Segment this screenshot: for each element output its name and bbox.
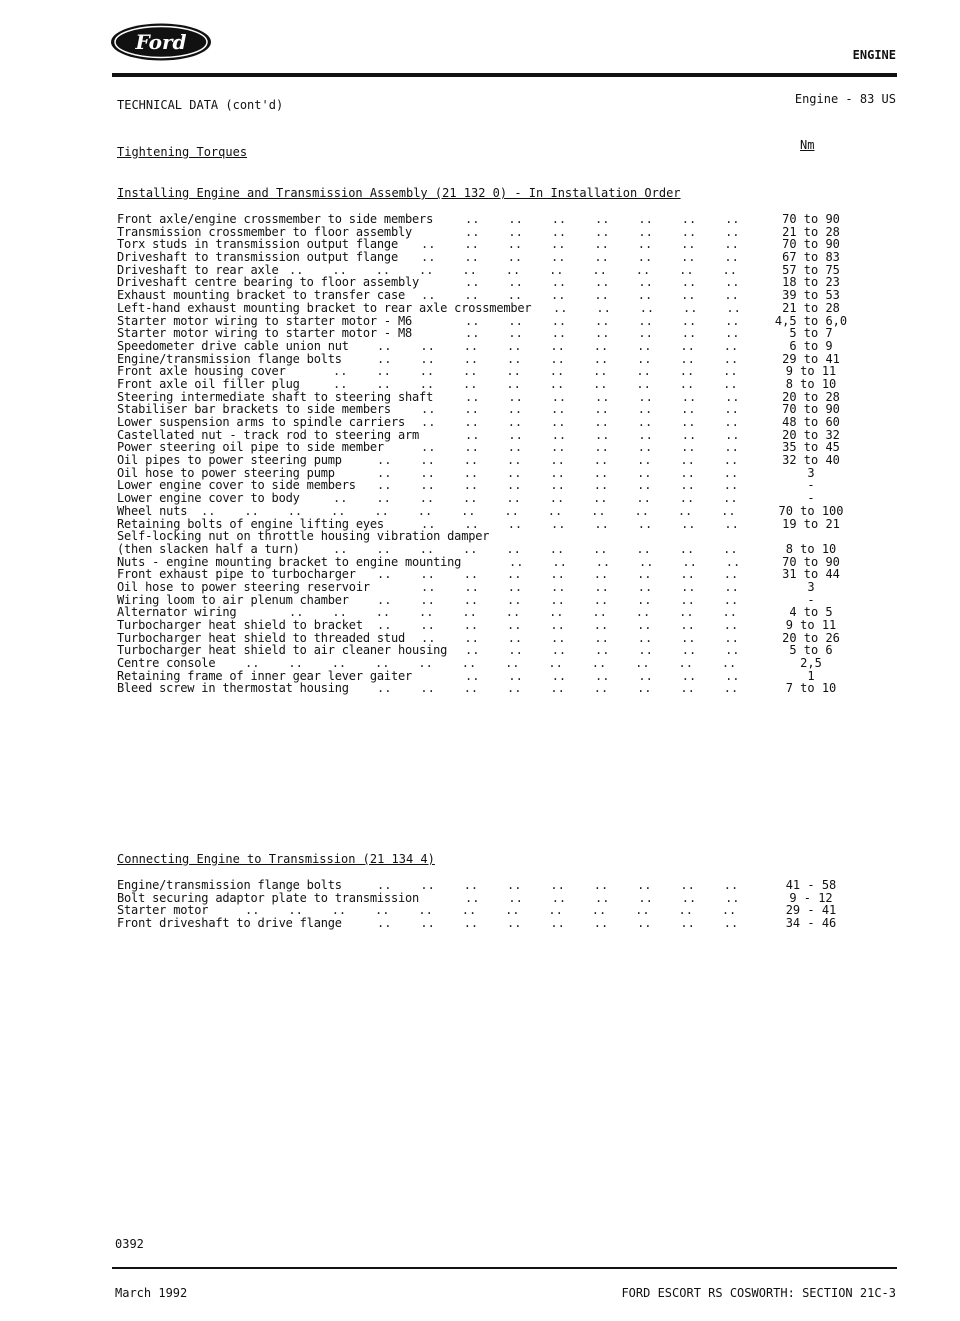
torque-row-label: Steering intermediate shaft to steering shaft: [117, 389, 434, 404]
torque-row: [117, 567, 857, 580]
tightening-torques-title: Tightening Torques: [117, 145, 248, 159]
footer-rule: [112, 1267, 897, 1269]
leader-dots: .. .. .. .. .. .. .. .. ..: [377, 338, 739, 353]
torque-row-label: Driveshaft to transmission output flange: [117, 250, 398, 265]
leader-dots: .. .. .. .. .. .. ..: [465, 427, 740, 442]
torque-row: [117, 453, 857, 466]
leader-dots: .. .. .. .. .. .. ..: [465, 212, 740, 226]
torque-row-label: Driveshaft to rear axle: [117, 262, 279, 277]
leader-dots: .. .. .. .. .. .. .. .. ..: [377, 465, 739, 480]
torque-row-value: 31 to 44: [782, 567, 840, 582]
torque-row-value: 2,5: [800, 656, 822, 671]
torque-row: [117, 593, 857, 606]
units-label: Nm: [800, 138, 815, 152]
torque-row: [117, 440, 857, 453]
torque-row: [117, 326, 857, 339]
torque-row-label: Speedometer drive cable union nut: [117, 338, 349, 353]
leader-dots: .. .. .. .. .. .. .. .. .. ..: [333, 376, 738, 391]
torque-row-value: 6 to 9: [789, 338, 833, 353]
header-rule: [112, 73, 897, 77]
logo-text: Ford: [135, 30, 187, 54]
torque-row: [117, 212, 857, 225]
torque-row-value: 20 to 32: [782, 427, 840, 442]
leader-dots: .. .. .. .. .. .. .. ..: [421, 237, 739, 252]
torque-row-value: -: [807, 478, 815, 493]
torque-row-label: Wiring loom to air plenum chamber: [117, 592, 349, 607]
torque-row-label: Lower engine cover to side members: [117, 478, 356, 493]
torque-row-label: Centre console: [117, 656, 216, 671]
torque-row: [117, 681, 857, 694]
torque-row: [117, 916, 857, 929]
leader-dots: .. .. .. .. .. .. .. .. ..: [377, 592, 739, 607]
torque-row: [117, 250, 857, 263]
torque-row-value: 32 to 40: [782, 453, 840, 468]
leader-dots: .. .. .. .. .. .. ..: [465, 668, 740, 683]
leader-dots: .. .. .. .. .. .. .. .. .. .. .. ..: [245, 656, 737, 671]
torque-row: [117, 517, 857, 530]
torque-row-label: Torx studs in transmission output flange: [117, 237, 398, 252]
torque-row-label: Starter motor wiring to starter motor - M6: [117, 313, 413, 328]
torque-row: [117, 618, 857, 631]
section2-heading: Connecting Engine to Transmission (21 134 4): [117, 852, 435, 866]
torque-row-value: 4,5 to 6,0: [774, 313, 848, 328]
torque-row: [117, 656, 857, 669]
leader-dots: .. .. .. .. .. .. ..: [465, 326, 740, 341]
torque-row-value: 19 to 21: [782, 516, 840, 531]
torque-row-value: 35 to 45: [782, 440, 840, 455]
torque-row-label: Driveshaft centre bearing to floor assembly: [117, 275, 420, 290]
publication-date: March 1992: [115, 1286, 188, 1300]
torque-row-value: 41 - 58: [785, 878, 837, 892]
torque-row-value: 8 to 10: [785, 376, 837, 391]
torque-row-label: Turbocharger heat shield to air cleaner housing: [117, 643, 448, 658]
torque-row-value: 9 to 11: [785, 364, 837, 379]
torque-row: [117, 225, 857, 238]
engine-spec-label: Engine - 83 US: [794, 92, 896, 106]
torque-row: [117, 301, 857, 314]
section2-torque-list: [117, 878, 857, 929]
torque-row-label: Retaining bolts of engine lifting eyes: [117, 516, 384, 531]
torque-row: [117, 903, 857, 916]
leader-dots: .. .. .. .. .. .. .. .. ..: [377, 916, 739, 931]
torque-row: [117, 542, 857, 555]
leader-dots: .. .. .. .. .. .. .. ..: [421, 288, 739, 303]
torque-row: [117, 288, 857, 301]
torque-row: [117, 377, 857, 390]
leader-dots: .. .. .. .. ..: [553, 300, 741, 315]
leader-dots: .. .. .. .. .. .. ..: [465, 643, 740, 658]
torque-row: [117, 415, 857, 428]
torque-row-label: Oil hose to power steering reservoir: [117, 579, 370, 594]
torque-row-value: 5 to 6: [789, 643, 833, 658]
ford-logo-icon: [110, 22, 212, 62]
leader-dots: .. .. .. .. .. ..: [509, 554, 741, 569]
torque-row-value: 70 to 90: [782, 402, 840, 417]
torque-row: [117, 529, 857, 542]
torque-row-value: 39 to 53: [782, 288, 840, 303]
leader-dots: .. .. .. .. .. .. .. .. .. ..: [333, 541, 738, 556]
leader-dots: .. .. .. .. .. .. .. .. ..: [377, 351, 739, 366]
torque-row-value: 29 to 41: [782, 351, 840, 366]
torque-row-label: Exhaust mounting bracket to transfer case: [117, 288, 406, 303]
leader-dots: .. .. .. .. .. .. .. ..: [421, 415, 739, 429]
leader-dots: .. .. .. .. .. .. ..: [465, 275, 740, 290]
torque-row-label: Front axle/engine crossmember to side members: [117, 212, 434, 226]
torque-row-label: Stabiliser bar brackets to side members: [117, 402, 391, 417]
leader-dots: .. .. .. .. .. .. .. ..: [421, 579, 739, 594]
torque-row-label: Wheel nuts: [117, 503, 188, 518]
torque-row-label: Power steering oil pipe to side member: [117, 440, 384, 455]
torque-row-value: -: [807, 592, 815, 607]
torque-row-value: 9 to 11: [785, 618, 837, 632]
torque-row: [117, 263, 857, 276]
torque-row-value: -: [807, 491, 815, 506]
torque-row-label: Oil hose to power steering pump: [117, 465, 335, 480]
torque-row-label: Front driveshaft to drive flange: [117, 916, 342, 931]
leader-dots: .. .. .. .. .. .. .. ..: [421, 516, 739, 531]
torque-row-label: Left-hand exhaust mounting bracket to rear axle crossmember: [117, 300, 532, 315]
torque-row-label: Nuts - engine mounting bracket to engine mounting: [117, 554, 462, 569]
torque-row-value: 70 to 100: [778, 503, 844, 518]
torque-row: [117, 555, 857, 568]
torque-row: [117, 402, 857, 415]
torque-row-label: Front axle housing cover: [117, 364, 286, 379]
torque-row-label: Front exhaust pipe to turbocharger: [117, 567, 356, 582]
torque-row: [117, 643, 857, 656]
torque-row-value: 5 to 7: [789, 326, 833, 341]
torque-row-value: 3: [807, 579, 815, 594]
section1-heading: Installing Engine and Transmission Assembly (21 132 0) - In Installation Order: [117, 186, 681, 200]
torque-row-value: 20 to 26: [782, 630, 840, 645]
leader-dots: .. .. .. .. .. .. ..: [465, 313, 740, 328]
torque-row: [117, 428, 857, 441]
leader-dots: .. .. .. .. .. .. ..: [465, 224, 740, 239]
torque-row-value: 4 to 5: [789, 605, 833, 620]
leader-dots: .. .. .. .. .. .. ..: [465, 389, 740, 404]
leader-dots: .. .. .. .. .. .. .. .. .. .. ..: [289, 605, 737, 620]
torque-row-label: Bolt securing adaptor plate to transmission: [117, 890, 420, 905]
leader-dots: .. .. .. .. .. .. .. .. .. .. ..: [289, 262, 737, 277]
torque-row: [117, 878, 857, 891]
torque-row: [117, 237, 857, 250]
torque-row: [117, 631, 857, 644]
leader-dots: .. .. .. .. .. .. .. ..: [421, 440, 739, 455]
torque-row: [117, 580, 857, 593]
torque-row-value: 70 to 90: [782, 554, 840, 569]
torque-row-value: 21 to 28: [782, 300, 840, 315]
torque-row-label: Transmission crossmember to floor assembly: [117, 224, 413, 239]
torque-row-label: Front axle oil filler plug: [117, 376, 300, 391]
torque-row-value: 70 to 90: [782, 237, 840, 252]
leader-dots: .. .. .. .. .. .. .. .. ..: [377, 453, 739, 468]
torque-row-value: 70 to 90: [782, 212, 840, 226]
leader-dots: .. .. .. .. .. .. .. ..: [421, 402, 739, 417]
torque-row-label: Retaining frame of inner gear lever gaiter: [117, 668, 413, 683]
torque-row-label: Turbocharger heat shield to threaded stud: [117, 630, 406, 645]
torque-row-label: Bleed screw in thermostat housing: [117, 681, 349, 696]
leader-dots: .. .. .. .. .. .. .. ..: [421, 630, 739, 645]
leader-dots: .. .. .. .. .. .. .. .. .. .. .. ..: [245, 903, 737, 918]
leader-dots: .. .. .. .. .. .. .. .. ..: [377, 878, 739, 892]
page-code: 0392: [115, 1237, 144, 1251]
leader-dots: .. .. .. .. .. .. .. .. ..: [377, 681, 739, 696]
torque-row: [117, 364, 857, 377]
technical-data-heading: TECHNICAL DATA (cont'd): [117, 98, 284, 112]
leader-dots: .. .. .. .. .. .. .. .. ..: [377, 478, 739, 493]
torque-row: [117, 339, 857, 352]
torque-row-value: 9 - 12: [789, 890, 833, 905]
torque-row: [117, 275, 857, 288]
torque-row-label: Self-locking nut on throttle housing vibration damper: [117, 529, 490, 544]
section-label: ENGINE: [852, 48, 896, 62]
torque-row-label: Lower engine cover to body: [117, 491, 300, 506]
torque-row-label: Starter motor: [117, 903, 209, 918]
leader-dots: .. .. .. .. .. .. .. .. .. .. .. .. ..: [201, 503, 736, 518]
torque-row-label: (then slacken half a turn): [117, 541, 300, 556]
torque-row-label: Engine/transmission flange bolts: [117, 878, 342, 892]
torque-row-label: Castellated nut - track rod to steering arm: [117, 427, 420, 442]
torque-row-label: Starter motor wiring to starter motor - M8: [117, 326, 413, 341]
footer-title: FORD ESCORT RS COSWORTH: SECTION 21C-3: [621, 1286, 896, 1300]
torque-row: [117, 352, 857, 365]
torque-row: [117, 605, 857, 618]
torque-row: [117, 669, 857, 682]
torque-row: [117, 891, 857, 904]
torque-row-value: 20 to 28: [782, 389, 840, 404]
torque-row-value: 29 - 41: [785, 903, 837, 918]
torque-row-label: Turbocharger heat shield to bracket: [117, 618, 363, 632]
torque-row: [117, 504, 857, 517]
torque-row-value: 57 to 75: [782, 262, 840, 277]
torque-row-value: 34 - 46: [785, 916, 837, 931]
leader-dots: .. .. .. .. .. .. .. ..: [421, 250, 739, 265]
leader-dots: .. .. .. .. .. .. .. .. ..: [377, 618, 739, 632]
leader-dots: .. .. .. .. .. .. .. .. .. ..: [333, 364, 738, 379]
leader-dots: .. .. .. .. .. .. .. .. ..: [377, 567, 739, 582]
torque-row-label: Alternator wiring: [117, 605, 237, 620]
torque-row-value: 18 to 23: [782, 275, 840, 290]
torque-row-label: Engine/transmission flange bolts: [117, 351, 342, 366]
leader-dots: .. .. .. .. .. .. .. .. .. ..: [333, 491, 738, 506]
torque-row-value: 8 to 10: [785, 541, 837, 556]
torque-row-value: 7 to 10: [785, 681, 837, 696]
torque-row: [117, 491, 857, 504]
torque-row-label: Oil pipes to power steering pump: [117, 453, 342, 468]
torque-row-label: Lower suspension arms to spindle carriers: [117, 415, 406, 429]
torque-row-value: 48 to 60: [782, 415, 840, 429]
torque-row: [117, 478, 857, 491]
torque-row-value: 1: [807, 668, 815, 683]
leader-dots: .. .. .. .. .. .. ..: [465, 890, 740, 905]
torque-row-value: 67 to 83: [782, 250, 840, 265]
torque-row: [117, 390, 857, 403]
torque-row-value: 3: [807, 465, 815, 480]
torque-row-value: 21 to 28: [782, 224, 840, 239]
section1-torque-list: [117, 212, 857, 694]
torque-row: [117, 466, 857, 479]
torque-row: [117, 314, 857, 327]
